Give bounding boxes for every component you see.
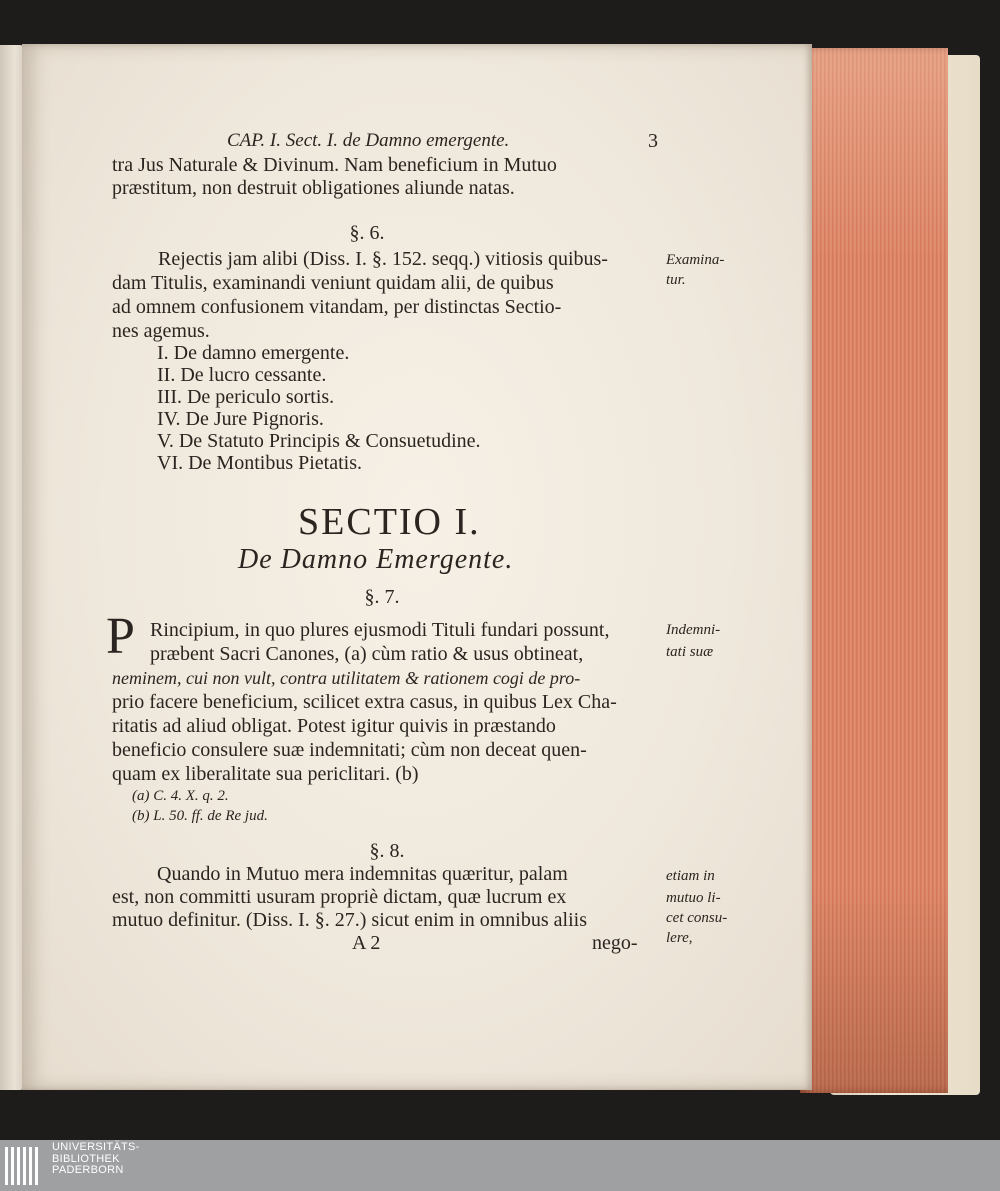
text-line: Rejectis jam alibi (Diss. I. §. 152. seqq.) vitiosis quibus-: [158, 248, 608, 270]
text-line: tra Jus Naturale & Divinum. Nam beneficium in Mutuo: [112, 154, 557, 176]
margin-note-line: tur.: [666, 272, 686, 288]
running-title: CAP. I. Sect. I. de Damno emergente.: [227, 130, 510, 151]
text-line: ad omnem confusionem vitandam, per distinctas Sectio-: [112, 296, 562, 318]
text-line: Quando in Mutuo mera indemnitas quæritur, palam: [157, 863, 568, 885]
sectio-title: SECTIO I.: [298, 501, 481, 543]
library-name-line: UNIVERSITÄTS-: [52, 1141, 140, 1153]
margin-note-line: cet consu-: [666, 910, 728, 926]
list-item: V. De Statuto Principis & Consuetudine.: [157, 430, 481, 452]
library-name-line: PADERBORN: [52, 1164, 124, 1176]
margin-note-line: Indemni-: [666, 622, 721, 638]
text-line: dam Titulis, examinandi veniunt quidam alii, de quibus: [112, 272, 554, 294]
left-page-edge: [0, 45, 24, 1090]
library-name-line: BIBLIOTHEK: [52, 1152, 120, 1165]
text-line: Rincipium, in quo plures ejusmodi Tituli fundari possunt,: [150, 619, 610, 641]
text-line: præbent Sacri Canones, (a) cùm ratio & usus obtineat,: [150, 643, 584, 665]
list-item: III. De periculo sortis.: [157, 386, 335, 408]
text-line: beneficio consulere suæ indemnitati; cùm non deceat quen-: [112, 739, 587, 761]
list-item: II. De lucro cessante.: [157, 364, 327, 386]
margin-note-line: tati suæ: [666, 644, 714, 660]
text-line: nes agemus.: [112, 320, 210, 342]
text-line: neminem, cui non vult, contra utilitatem & rationem cogi de pro-: [112, 668, 581, 688]
list-item: IV. De Jure Pignoris.: [157, 408, 324, 430]
footnote: (a) C. 4. X. q. 2.: [132, 788, 229, 804]
list-item: VI. De Montibus Pietatis.: [157, 452, 362, 474]
library-footer-bar: [0, 1140, 1000, 1191]
section-heading: §. 7.: [364, 586, 400, 608]
library-name: [52, 1142, 140, 1177]
margin-note-line: Examina-: [666, 252, 725, 268]
text-line: prio facere beneficium, scilicet extra casus, in quibus Lex Cha-: [112, 691, 617, 713]
margin-note-line: etiam in: [666, 868, 715, 884]
library-logo-icon: [4, 1143, 44, 1187]
sectio-subtitle: De Damno Emergente.: [238, 544, 514, 575]
text-line: est, non committi usuram propriè dictam, quæ lucrum ex: [112, 886, 567, 908]
book-page: [22, 44, 812, 1090]
section-heading: §. 8.: [369, 840, 405, 862]
list-item: I. De damno emergente.: [157, 342, 350, 364]
text-line: quam ex liberalitate sua periclitari. (b): [112, 763, 419, 785]
text-line: mutuo definitur. (Diss. I. §. 27.) sicut enim in omnibus aliis: [112, 909, 587, 931]
signature-mark: A 2: [352, 932, 381, 954]
footnote: (b) L. 50. ff. de Re jud.: [132, 808, 268, 824]
red-fore-edge: [800, 48, 948, 1093]
section-heading: §. 6.: [349, 222, 385, 244]
text-line: præstitum, non destruit obligationes aliunde natas.: [112, 177, 515, 199]
text-line: ritatis ad aliud obligat. Potest igitur quivis in præstando: [112, 715, 556, 737]
margin-note-line: lere,: [666, 930, 693, 946]
page-number: 3: [648, 130, 658, 152]
margin-note-line: mutuo li-: [666, 890, 721, 906]
drop-cap: P: [106, 608, 135, 665]
catchword: nego-: [592, 932, 638, 954]
